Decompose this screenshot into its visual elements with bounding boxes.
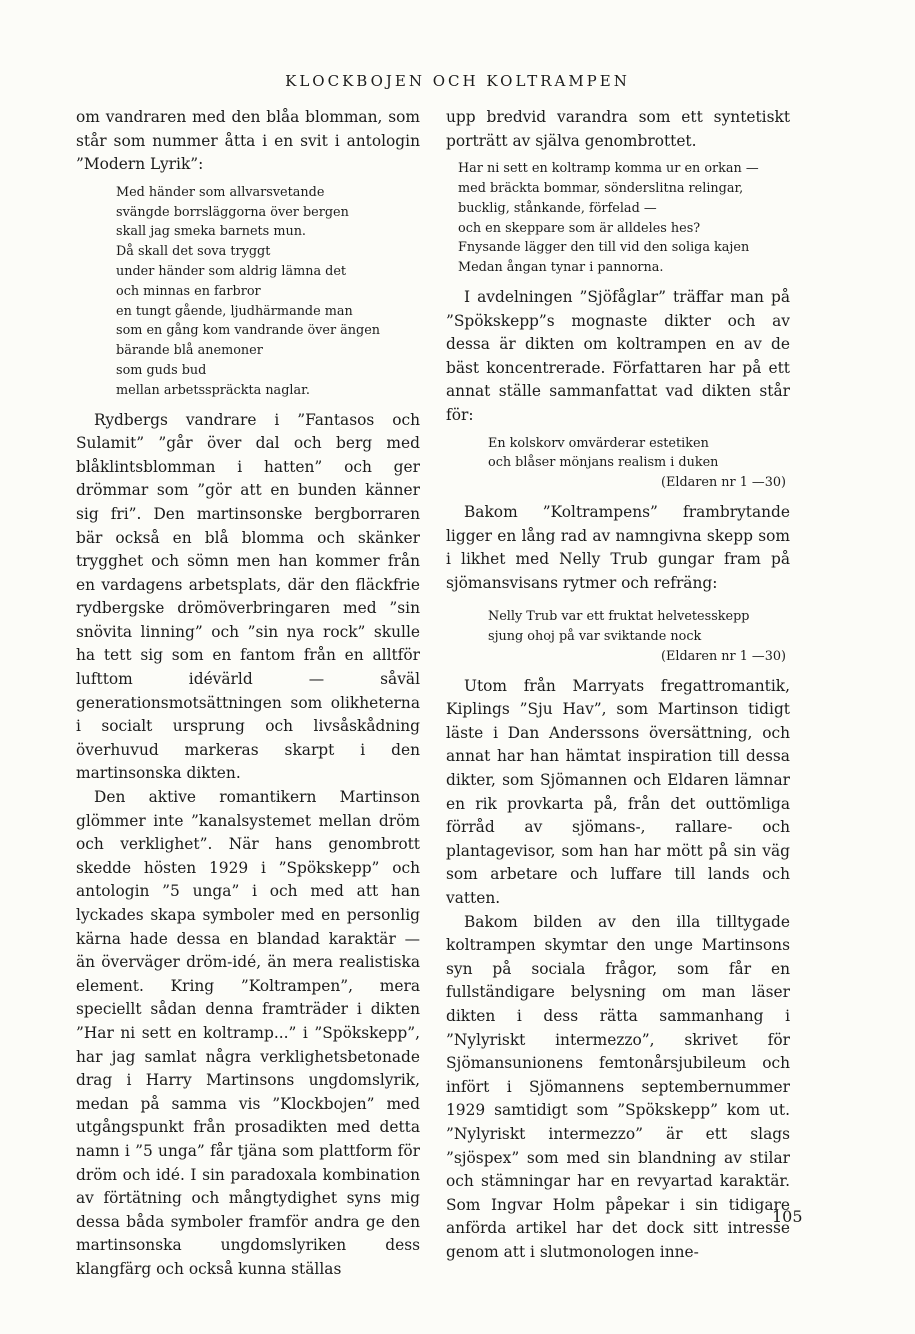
poem-line: bärande blå anemoner [116,343,263,359]
right-paragraph-koltrampens: Bakom ”Koltrampens” frambrytande ligger en lång rad av namngivna skepp som i likhet med Nelly Trub gungar fram på sjömansvisans rytmer och refräng: [446,502,790,592]
poem-line: med bräckta bommar, sönderslitna relingar, [458,180,744,196]
left-column [76,106,420,1282]
poem-source: (Eldaren nr 1 —30) [661,648,786,664]
poem-line: mellan arbetsspräckta naglar. [116,382,310,398]
poem-line: En kolskorv omvärderar estetiken [488,435,709,451]
poem-line: och blåser mönjans realism i duken [488,455,719,471]
poem-line: skall jag smeka barnets mun. [116,224,307,240]
poem-line: en tungt gående, ljudhärmande man [116,303,353,319]
right-intro-text: upp bredvid varandra som ett syntetiskt porträtt av själva genombrottet. [446,108,790,150]
poem-koltramp [446,159,790,278]
poem-nelly-trub [446,607,790,666]
right-paragraph-marryat: Utom från Marryats fregattromantik, Kiplings ”Sju Hav”, som Martinson tidigt läste i Dan Anderssons översättning, och annat har han hämtat inspiration till dessa dikter, som Sjömannen och Eldaren lämnar en rik provkarta på, från det outtömliga förråd av sjömans-, rallare- och plantagevisor, som han har mött på sin väg som arbetare och luffare till lands och vatten. [446,676,790,908]
poem-line: svängde borrsläggorna över bergen [116,204,349,220]
poem-line: Nelly Trub var ett fruktat helvetesskepp [488,609,750,625]
poem-line: som en gång kom vandrande över ängen [116,323,381,339]
right-paragraph-sjofaglar: I avdelningen ”Sjöfåglar” träffar man på ”Spökskepp”s mognaste dikter och av dessa är dikten om koltrampen en av de bäst koncentrerade. Författaren har på ett annat ställe sammanfattat vad dikten står för: [446,287,790,424]
poem-line: Medan ångan tynar i pannorna. [458,260,664,276]
poem-line: sjung ohoj på var sviktande nock [488,629,702,645]
poem-line: bucklig, stånkande, förfelad — [458,200,657,216]
left-intro-text: om vandraren med den blåa blomman, som står som nummer åtta i en svit i antologin ”Modern Lyrik”: [76,108,420,174]
poem-line: Då skall det sova tryggt [116,244,271,260]
poem-line: och minnas en farbror [116,283,261,299]
poem-line: Har ni sett en koltramp komma ur en orkan — [458,161,759,177]
right-column [446,106,790,1265]
poem-line: och en skeppare som är alldeles hes? [458,220,701,236]
left-paragraph-martinson: Den aktive romantikern Martinson glömmer inte ”kanalsystemet mellan dröm och verklighet”. När hans genombrott skedde hösten 1929 i ”Spökskepp” och antologin ”5 unga” i och med att han lyckades skapa symboler med en personlig kärna hade dessa en blandad karaktär — än överväger dröm-idé, än mera realistiska element. Kring ”Koltrampen”, mera speciellt sådan denna framträder i dikten ”Har ni sett en koltramp...” i ”Spökskepp”, har jag samlat några verklighetsbetonade drag i Harry Martinsons ungdomslyrik, medan på samma vis ”Klockbojen” med utgångspunkt från prosadikten med detta namn i ”5 unga” får tjäna som plattform för dröm och idé. I sin paradoxala kombination av förtätning och mångtydighet syns mig dessa båda symboler framför andra ge den martinsonska ungdomslyriken dess klangfärg och också kunna ställas [76,788,420,1278]
poem-line: Med händer som allvarsvetande [116,184,325,200]
left-paragraph-rydberg: Rydbergs vandrare i ”Fantasos och Sulamit” ”går över dal och berg med blåklintsblomman i hatten” och ger drömmar som ”gör att en bunden känner sig fri”. Den martinsonske bergborraren bär också en blå blomma och skänker trygghet och sömn men han kommer från en vardagens arbetsplats, där den fläckfrie rydbergske drömöverbringaren med ”sin snövita linning” och ”sin nya rock” skulle ha tett sig som en fantom från en alltför lufttom idévärld — såväl generationsmotsättningen som olikheterna i socialt ursprung och livsåskådning överhuvud markeras skarpt i den martinsonska dikten. [76,410,420,783]
poem-line: som guds bud [116,362,207,378]
poem-source: (Eldaren nr 1 —30) [661,475,786,491]
poem-line: under händer som aldrig lämna det [116,263,347,279]
running-header: KLOCKBOJEN OCH KOLTRAMPEN [285,72,630,90]
poem-line: Fnysande lägger den till vid den soliga kajen [458,240,750,256]
poem-bergborraren [76,183,420,401]
right-paragraph-social: Bakom bilden av den illa tilltygade koltrampen skymtar den unge Martinsons syn på sociala frågor, som får en fullständigare belysning om man läser dikten i dess rätta sammanhang i ”Nylyriskt intermezzo”, skrivet för Sjömansunionens femtonårsjubileum och infört i Sjömannens septembernummer 1929 samtidigt som ”Spökskepp” kom ut. ”Nylyriskt intermezzo” är ett slags ”sjöspex” som med sin blandning av stilar och stämningar har en revyartad karaktär. Som Ingvar Holm påpekar i sin tidigare anförda artikel har det dock sitt intresse genom att i slutmonologen inne- [446,912,790,1261]
poem-kolskorv [446,434,790,493]
page-number: 105 [772,1207,803,1226]
